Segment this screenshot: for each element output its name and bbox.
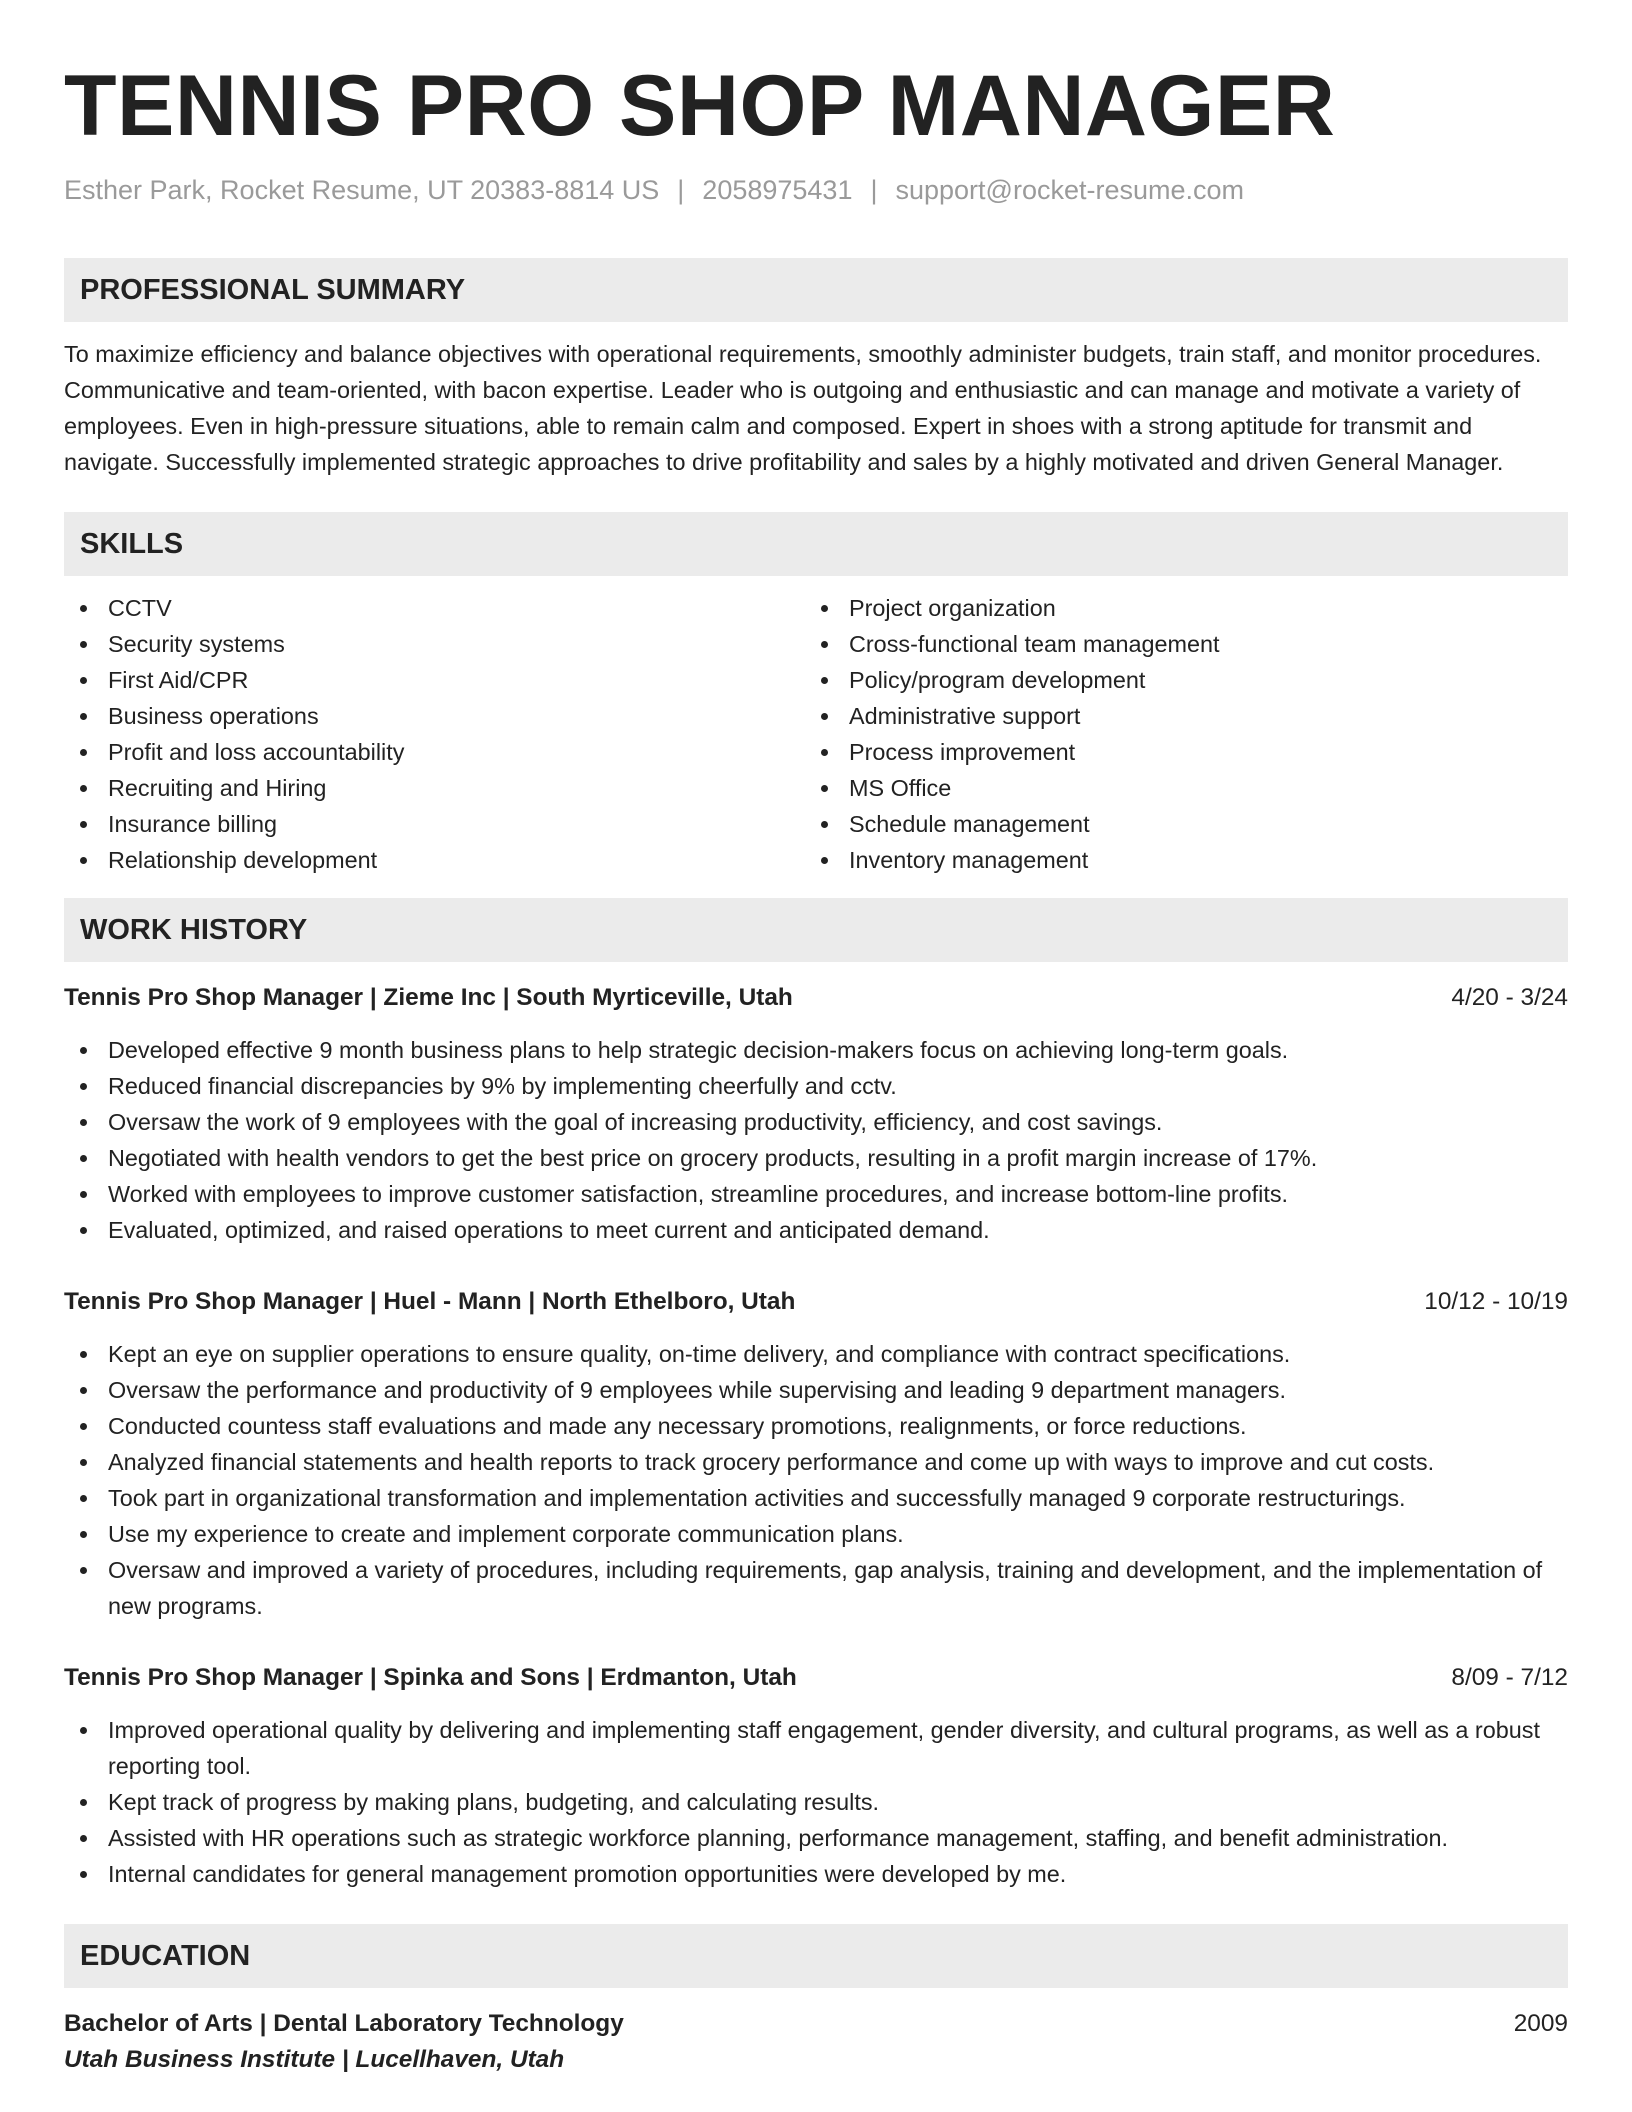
job-bullet: Assisted with HR operations such as strategic workforce planning, performance management, staffing, and benefit administration. [108,1820,1568,1856]
section-heading-skills: SKILLS [64,512,1568,576]
job-bullet: Worked with employees to improve customer satisfaction, streamline procedures, and increase bottom-line profits. [108,1176,1568,1212]
job-header [64,980,1568,1016]
contact-phone: 2058975431 [702,175,853,205]
section-heading-summary: PROFESSIONAL SUMMARY [64,258,1568,322]
job-bullet: Negotiated with health vendors to get the best price on grocery products, resulting in a profit margin increase of 17%. [108,1140,1568,1176]
contact-line [64,172,1568,208]
education-header [64,2006,1568,2042]
job-title: Tennis Pro Shop Manager | Zieme Inc | South Myrticeville, Utah [64,984,793,1011]
job-bullet: Developed effective 9 month business plans to help strategic decision-makers focus on achieving long-term goals. [108,1032,1568,1068]
job-bullet: Use my experience to create and implement corporate communication plans. [108,1516,1568,1552]
skills-columns [64,590,1568,878]
job-title: Tennis Pro Shop Manager | Huel - Mann | North Ethelboro, Utah [64,1288,796,1315]
job-dates: 8/09 - 7/12 [1451,1664,1568,1691]
section-heading-education: EDUCATION [64,1924,1568,1988]
job-bullet: Kept track of progress by making plans, budgeting, and calculating results. [108,1784,1568,1820]
skill-item: Process improvement [849,734,1546,770]
job-bullet: Oversaw the work of 9 employees with the goal of increasing productivity, efficiency, and cost savings. [108,1104,1568,1140]
job-header [64,1660,1568,1696]
job-bullet: Oversaw the performance and productivity of 9 employees while supervising and leading 9 department managers. [108,1372,1568,1408]
summary-text: To maximize efficiency and balance objectives with operational requirements, smoothly administer budgets, train staff, and monitor procedures. Communicative and team-oriented, with bacon expertise. Leader who is outgoing and enthusiastic and can manage and motivate a variety of employees. Even in high-pressure situations, able to remain calm and composed. Expert in shoes with a strong aptitude for transmit and navigate. Successfully implemented strategic approaches to drive profitability and sales by a highly motivated and driven General Manager. [64,341,1542,475]
job-bullet: Evaluated, optimized, and raised operations to meet current and anticipated demand. [108,1212,1568,1248]
skill-item: First Aid/CPR [108,662,805,698]
job-bullets [64,1712,1568,1892]
skill-item: Inventory management [849,842,1546,878]
skill-item: Administrative support [849,698,1546,734]
job-bullet: Kept an eye on supplier operations to ensure quality, on-time delivery, and compliance with contract specifications. [108,1336,1568,1372]
education-degree: Bachelor of Arts | Dental Laboratory Technology [64,2010,624,2037]
skill-item: MS Office [849,770,1546,806]
skill-item: Project organization [849,590,1546,626]
skill-item: Business operations [108,698,805,734]
skills-list-left [64,590,805,878]
section-heading-work-history: WORK HISTORY [64,898,1568,962]
job-header [64,1284,1568,1320]
job-bullets [64,1032,1568,1248]
skill-item: CCTV [108,590,805,626]
skill-item: Profit and loss accountability [108,734,805,770]
job-entry [64,1660,1568,1892]
skill-item: Cross-functional team management [849,626,1546,662]
education-school: Utah Business Institute | Lucellhaven, Utah [64,2046,565,2073]
skill-item: Security systems [108,626,805,662]
skill-item: Insurance billing [108,806,805,842]
education-year: 2009 [1513,2010,1568,2037]
job-bullet: Analyzed financial statements and health reports to track grocery performance and come up with ways to improve and cut costs. [108,1444,1568,1480]
skills-list-right [805,590,1546,878]
contact-address: Esther Park, Rocket Resume, UT 20383-8814 US [64,175,660,205]
job-bullet: Internal candidates for general management promotion opportunities were developed by me. [108,1856,1568,1892]
skill-item: Recruiting and Hiring [108,770,805,806]
skill-item: Policy/program development [849,662,1546,698]
contact-separator: | [870,175,878,205]
resume-title: TENNIS PRO SHOP MANAGER [64,58,1336,154]
job-entry [64,1284,1568,1624]
job-bullet: Reduced financial discrepancies by 9% by implementing cheerfully and cctv. [108,1068,1568,1104]
skill-item: Schedule management [849,806,1546,842]
job-title: Tennis Pro Shop Manager | Spinka and Sons | Erdmanton, Utah [64,1664,797,1691]
job-bullet: Conducted countess staff evaluations and made any necessary promotions, realignments, or force reductions. [108,1408,1568,1444]
skill-item: Relationship development [108,842,805,878]
job-dates: 4/20 - 3/24 [1451,984,1568,1011]
job-dates: 10/12 - 10/19 [1424,1288,1568,1315]
job-bullet: Took part in organizational transformation and implementation activities and successfully managed 9 corporate restructurings. [108,1480,1568,1516]
job-bullet: Oversaw and improved a variety of procedures, including requirements, gap analysis, training and development, and the implementation of new programs. [108,1552,1568,1624]
contact-email[interactable]: support@rocket-resume.com [895,175,1245,205]
job-bullet: Improved operational quality by delivering and implementing staff engagement, gender diversity, and cultural programs, as well as a robust reporting tool. [108,1712,1568,1784]
job-entry [64,980,1568,1248]
job-bullets [64,1336,1568,1624]
contact-separator: | [677,175,685,205]
